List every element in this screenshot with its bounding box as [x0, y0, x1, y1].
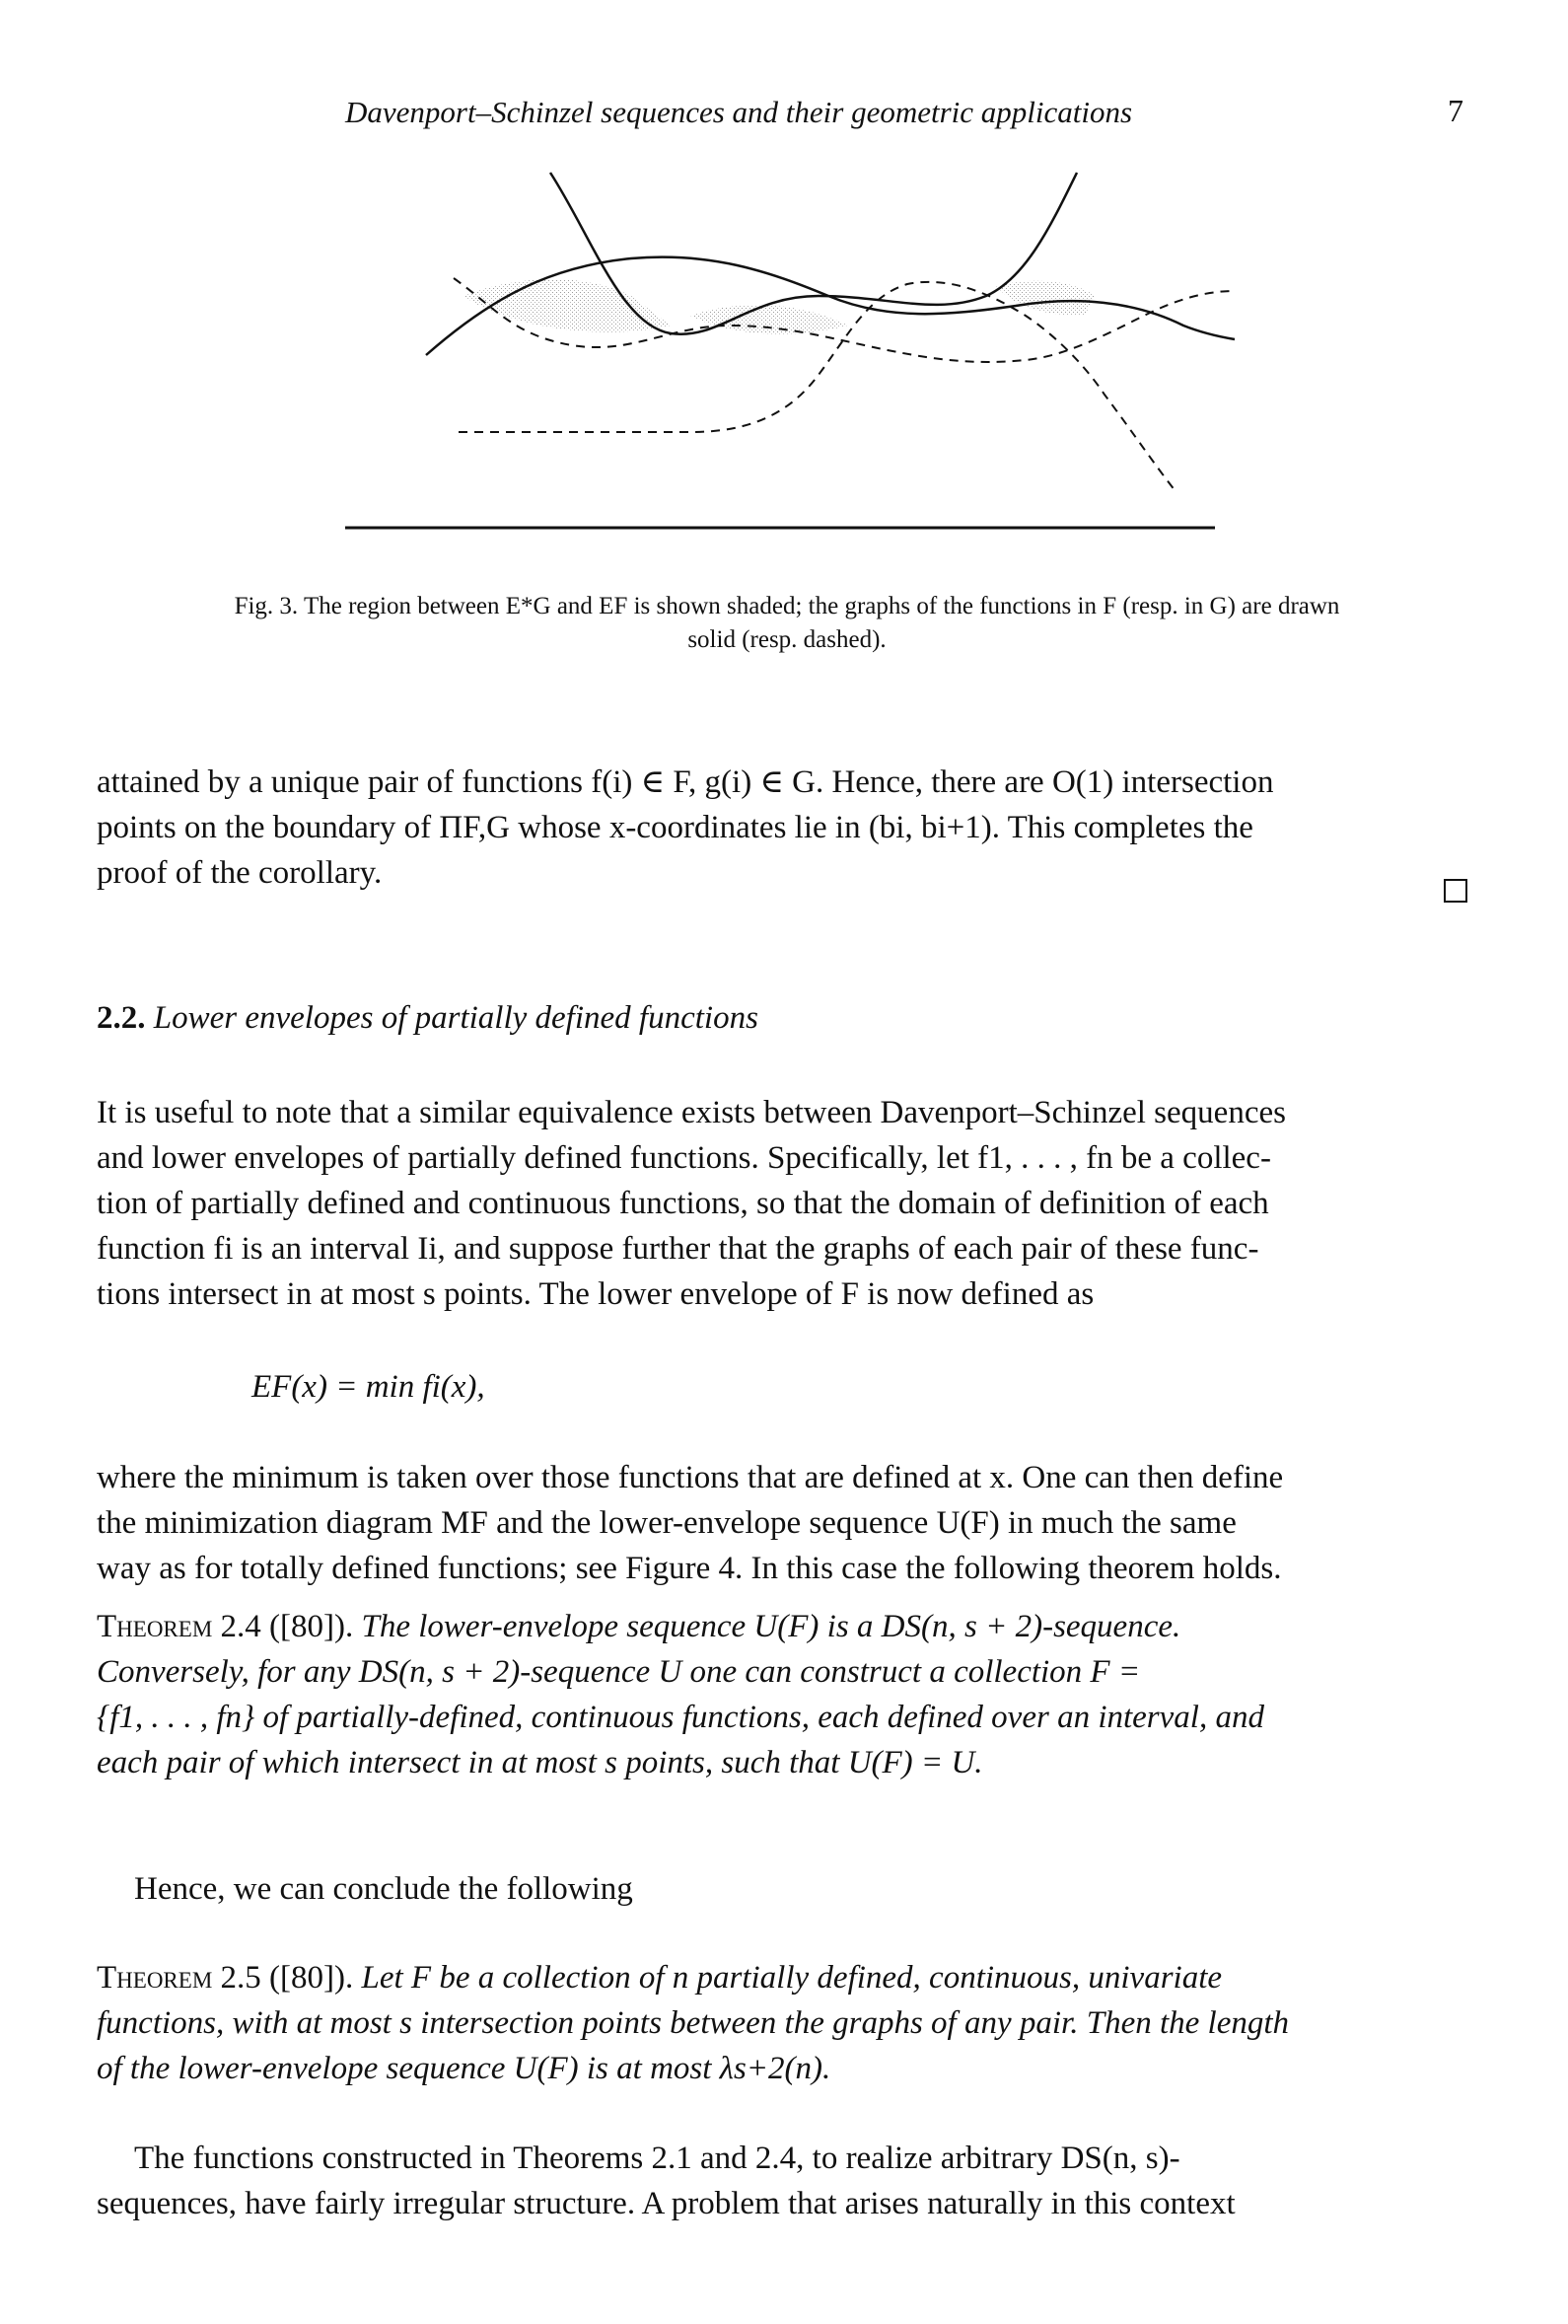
text-line: attained by a unique pair of functions f(i) ∈ F, g(i) ∈ G. Hence, there are O(1) intersection	[97, 764, 1274, 800]
text-line: and lower envelopes of partially defined functions. Specifically, let f1, . . . , fn be a collec-	[97, 1140, 1271, 1176]
figure-3	[0, 0, 1568, 572]
theorem-line: Conversely, for any DS(n, s + 2)-sequence U one can construct a collection F =	[97, 1654, 1141, 1690]
section-number: 2.2.	[97, 1000, 146, 1036]
theorem-label: Theorem 2.4	[97, 1609, 261, 1644]
text-line: The functions constructed in Theorems 2.1 and 2.4, to realize arbitrary DS(n, s)-	[134, 2141, 1180, 2176]
text-line: tions intersect in at most s points. The lower envelope of F is now defined as	[97, 1276, 1095, 1312]
theorem-line: each pair of which intersect in at most s points, such that U(F) = U.	[97, 1745, 983, 1780]
theorem-2-4	[97, 1604, 1472, 1785]
text-line: points on the boundary of ΠF,G whose x-coordinates lie in (bi, bi+1). This completes the	[97, 810, 1253, 845]
shaded-region	[463, 279, 671, 332]
theorem-text: Let F be a collection of n partially defined, continuous, univariate	[361, 1960, 1223, 1996]
section-title: Lower envelopes of partially defined functions	[153, 1000, 758, 1036]
caption-line: Fig. 3. The region between E*G and EF is shown shaded; the graphs of the functions in F (resp. in G) are drawn	[234, 593, 1340, 619]
paragraph-minimization	[97, 1455, 1472, 1591]
theorem-cite: ([80]).	[269, 1960, 354, 1996]
theorem-2-5	[97, 1955, 1472, 2091]
section-heading	[97, 1000, 758, 1037]
text-line: way as for totally defined functions; see Figure 4. In this case the following theorem holds.	[97, 1551, 1282, 1586]
theorem-cite: ([80]).	[269, 1609, 354, 1644]
qed-symbol	[1444, 879, 1467, 903]
text-line: where the minimum is taken over those functions that are defined at x. One can then define	[97, 1460, 1284, 1495]
shaded-region	[996, 281, 1095, 316]
theorem-line	[97, 1604, 1472, 1649]
text-line: function fi is an interval Ii, and suppose further that the graphs of each pair of these func-	[97, 1231, 1259, 1267]
paragraph-proof-end	[97, 760, 1472, 896]
caption-line: solid (resp. dashed).	[687, 626, 887, 653]
theorem-line: {f1, . . . , fn} of partially-defined, continuous functions, each defined over an interval, and	[97, 1700, 1264, 1735]
text-line: the minimization diagram MF and the lower-envelope sequence U(F) in much the same	[97, 1505, 1237, 1541]
theorem-label: Theorem 2.5	[97, 1960, 261, 1996]
paragraph-hence: Hence, we can conclude the following	[134, 1871, 633, 1907]
theorem-text: The lower-envelope sequence U(F) is a DS(n, s + 2)-sequence.	[361, 1609, 1181, 1644]
figure-caption	[97, 590, 1477, 657]
paragraph-functions-constructed	[97, 2136, 1472, 2226]
text-line: sequences, have fairly irregular structure. A problem that arises naturally in this context	[97, 2186, 1236, 2221]
page-number: 7	[1448, 93, 1463, 128]
theorem-line: functions, with at most s intersection points between the graphs of any pair. Then the length	[97, 2005, 1290, 2041]
paragraph-partially-defined	[97, 1090, 1472, 1317]
display-equation: EF(x) = min fi(x),	[251, 1369, 485, 1405]
text-line: tion of partially defined and continuous functions, so that the domain of definition of each	[97, 1186, 1269, 1221]
theorem-line: of the lower-envelope sequence U(F) is at most λs+2(n).	[97, 2051, 831, 2086]
text-line: proof of the corollary.	[97, 855, 383, 891]
shaded-region	[690, 305, 848, 334]
text-line: It is useful to note that a similar equivalence exists between Davenport–Schinzel sequences	[97, 1095, 1286, 1130]
theorem-line	[97, 1955, 1472, 2000]
running-title: Davenport–Schinzel sequences and their geometric applications	[345, 95, 1133, 129]
